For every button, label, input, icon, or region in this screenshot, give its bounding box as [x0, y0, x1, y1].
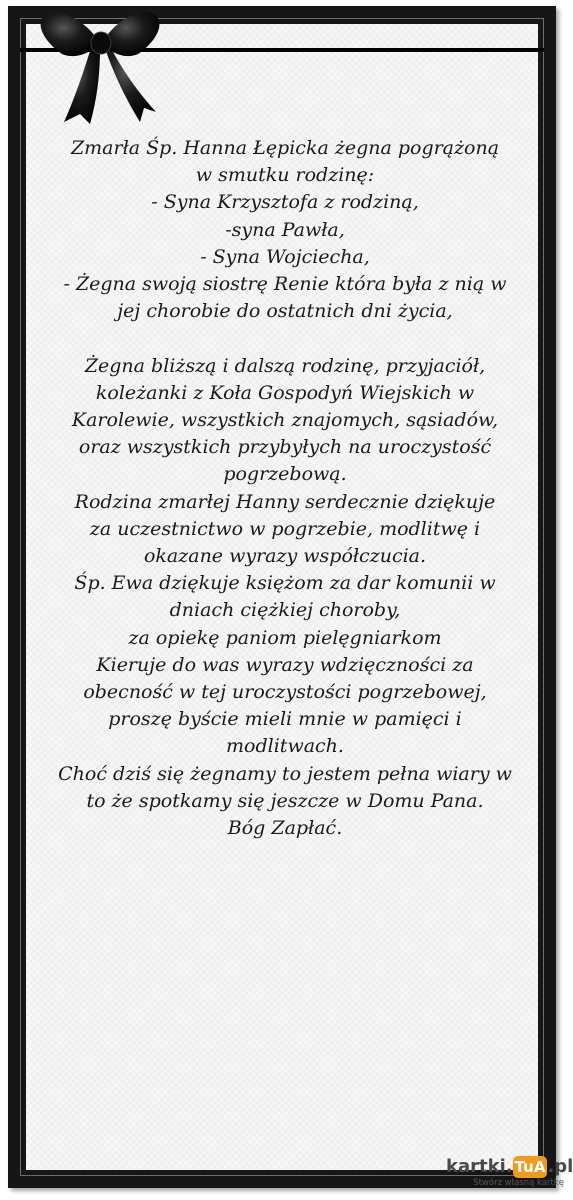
logo-accent: TuA — [514, 1158, 546, 1176]
logo-suffix: .pl — [547, 1156, 573, 1177]
logo-tagline: Stwórz własną kartkę — [473, 1178, 564, 1188]
bow-tail-left — [64, 45, 100, 124]
logo-prefix: kartki. — [446, 1156, 513, 1177]
kartki-logo[interactable] — [446, 1156, 573, 1198]
bow-loop-left — [41, 13, 98, 57]
black-mourning-bow-icon — [0, 0, 570, 130]
logo-wordmark — [446, 1156, 573, 1178]
condolence-message: Zmarła Śp. Hanna Łępicka żegna pogrążoną w smutku rodzinę: - Syna Krzysztofa z rodziną, -syna Pawła, - Syna Wojciecha, - Żegna swoją siostrę Renie która była z nią w jej chorobie do ostatnich dni życia, Żegna bliższą i dalszą rodzinę, przyjaciół, koleżanki z Koła Gospodyń Wiejskich w Karolewie, wszystkich znajomych, sąsiadów, oraz wszystkich przybyłych na uroczystość pogrzebową. Rodzina zmarłej Hanny serdecznie dziękuje za uczestnictwo w pogrzebie, modlitwę i okazane wyrazy współczucia. Śp. Ewa dziękuje księżom za dar komunii w dniach ciężkiej choroby, za opiekę paniom pielęgniarkom Kieruje do was wyrazy wdzięczności za obecność w tej uroczystości pogrzebowej, proszę byście mieli mnie w pamięci i modlitwach. Choć dziś się żegnamy to jestem pełna wiary w to że spotkamy się jeszcze w Domu Pana. Bóg Zapłać. — [58, 137, 512, 840]
bow-loop-right — [104, 13, 159, 57]
bow-knot — [91, 32, 111, 54]
bow-tail-right — [104, 45, 156, 122]
